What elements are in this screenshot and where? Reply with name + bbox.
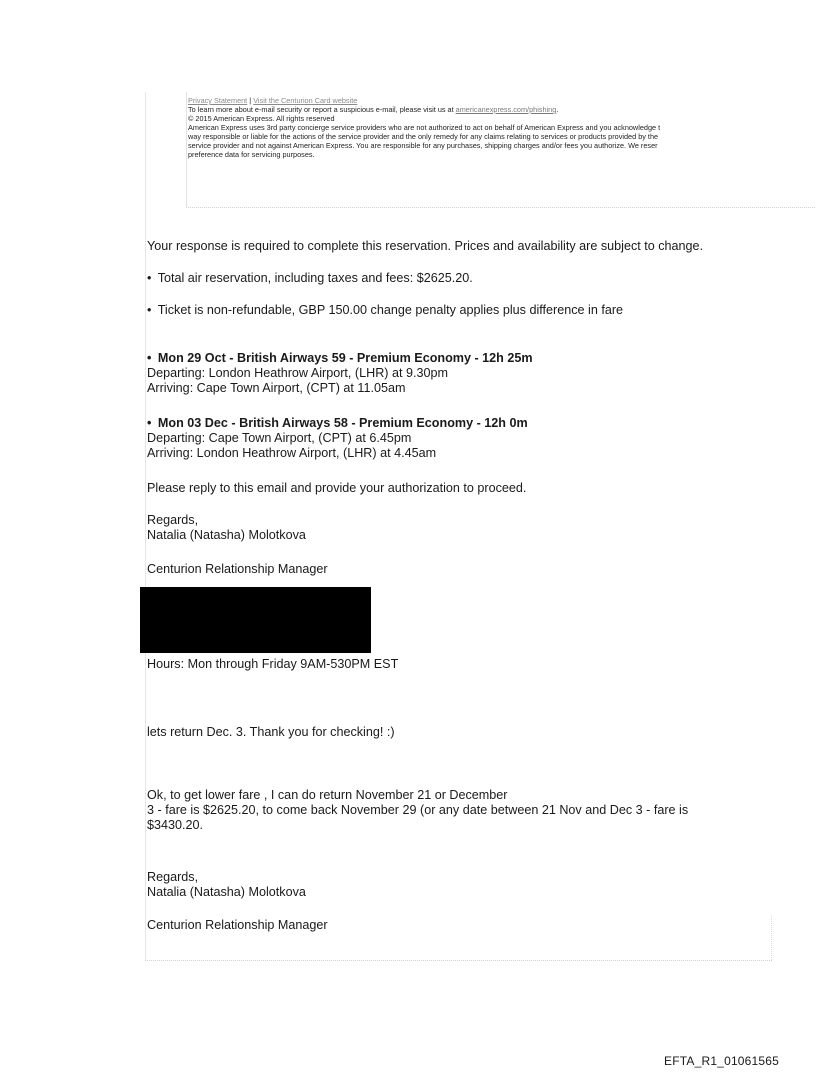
ticket-terms-text: Ticket is non-refundable, GBP 150.00 change penalty applies plus difference in fare: [157, 303, 624, 317]
bullet-icon: •: [147, 351, 152, 365]
regards: Regards,: [147, 870, 199, 884]
privacy-statement-link[interactable]: Privacy Statement: [188, 96, 248, 105]
flight-heading-text: Mon 29 Oct - British Airways 59 - Premium Economy - 12h 25m: [157, 351, 533, 365]
outbound-arriving: Arriving: Cape Town Airport, (CPT) at 11.05am: [147, 381, 406, 395]
signer-title: Centurion Relationship Manager: [147, 562, 328, 576]
flight-heading-text: Mon 03 Dec - British Airways 58 - Premium Economy - 12h 0m: [157, 416, 528, 430]
total-fare-item: [147, 271, 473, 286]
ticket-terms-item: [147, 303, 623, 318]
disclaimer-line: way responsible or liable for the actions of the service provider and the only remedy for any claims relating to services or products provided by the: [188, 132, 659, 141]
disclaimer-line: service provider and not against American Express. You are responsible for any purchases, shipping charges and/or fees you authorize. We reser: [188, 141, 658, 150]
outbound-flight-heading: [147, 351, 533, 366]
security-text: To learn more about e-mail security or report a suspicious e-mail, please visit us at: [188, 105, 454, 114]
link-separator: |: [249, 96, 252, 105]
disclaimer-line: preference data for servicing purposes.: [188, 150, 315, 159]
reply-request: Please reply to this email and provide your authorization to proceed.: [147, 481, 527, 495]
offer-line: 3 - fare is $2625.20, to come back November 29 (or any date between 21 Nov and Dec 3 - fare is: [147, 803, 689, 817]
copyright-text: © 2015 American Express. All rights reserved: [188, 114, 335, 123]
signer-name: Natalia (Natasha) Molotkova: [147, 528, 306, 542]
centurion-website-link[interactable]: Visit the Centurion Card website: [253, 96, 358, 105]
offer-line: $3430.20.: [147, 818, 204, 832]
signer-name: Natalia (Natasha) Molotkova: [147, 885, 306, 899]
security-end: .: [556, 105, 559, 114]
redaction-block: [140, 587, 371, 653]
reply-message: lets return Dec. 3. Thank you for checking! :): [147, 725, 395, 739]
document-id: EFTA_R1_01061565: [664, 1054, 780, 1068]
reservation-intro: Your response is required to complete this reservation. Prices and availability are subject to change.: [147, 239, 704, 253]
return-flight-heading: [147, 416, 528, 431]
outbound-departing: Departing: London Heathrow Airport, (LHR) at 9.30pm: [147, 366, 449, 380]
bullet-icon: •: [147, 271, 152, 285]
bullet-icon: •: [147, 303, 152, 317]
quote-right-rule: [771, 915, 772, 960]
office-hours: Hours: Mon through Friday 9AM-530PM EST: [147, 657, 399, 671]
quote-bottom-rule: [145, 960, 772, 961]
bullet-icon: •: [147, 416, 152, 430]
regards: Regards,: [147, 513, 199, 527]
return-departing: Departing: Cape Town Airport, (CPT) at 6.45pm: [147, 431, 412, 445]
return-arriving: Arriving: London Heathrow Airport, (LHR) at 4.45am: [147, 446, 437, 460]
quote-left-rule: [145, 92, 146, 960]
offer-line: Ok, to get lower fare , I can do return November 21 or December: [147, 788, 508, 802]
total-fare-text: Total air reservation, including taxes and fees: $2625.20.: [157, 271, 473, 285]
phishing-link[interactable]: americanexpress.com/phishing: [455, 105, 557, 114]
disclaimer-line: American Express uses 3rd party concierge service providers who are not authorized to act on behalf of American Express and you acknowledge t: [188, 123, 661, 132]
signer-title: Centurion Relationship Manager: [147, 918, 328, 932]
